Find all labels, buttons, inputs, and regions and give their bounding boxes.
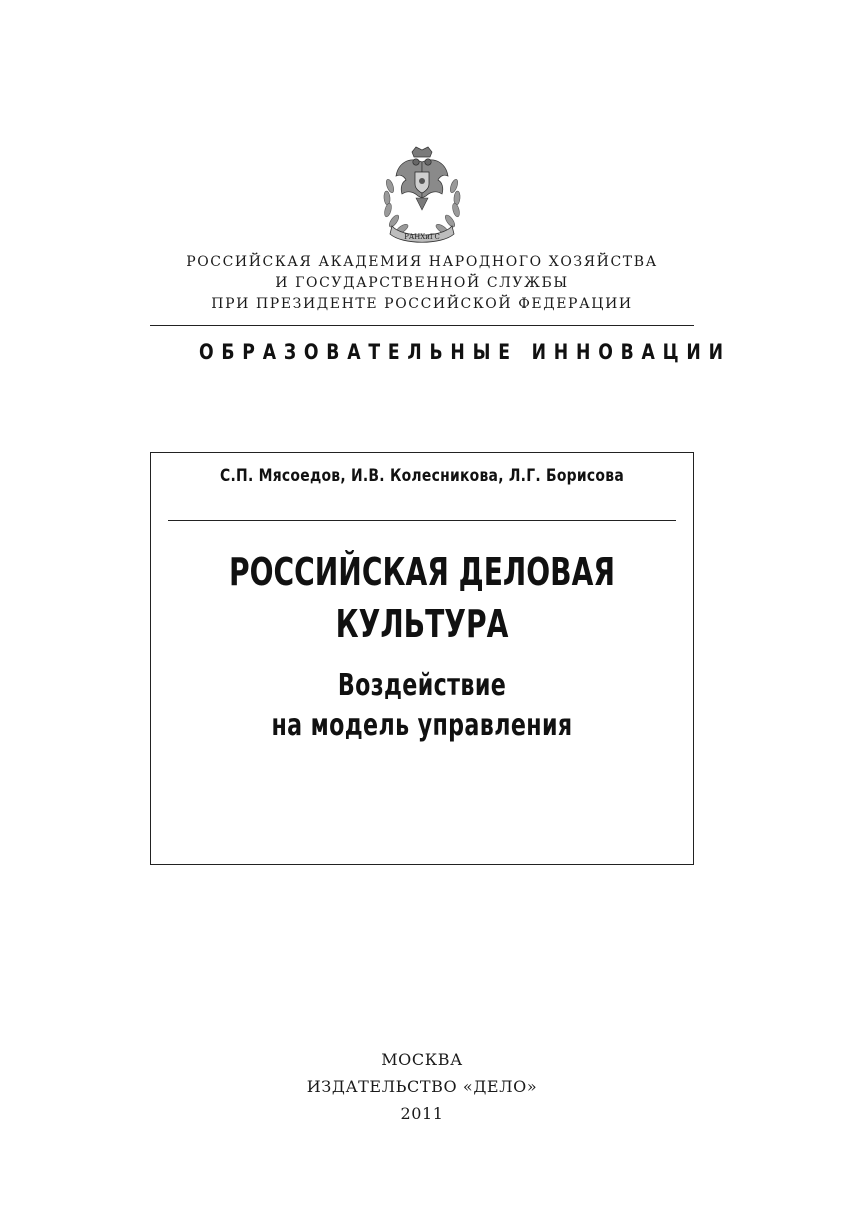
book-title-line-1: РОССИЙСКАЯ ДЕЛОВАЯ: [228, 550, 616, 594]
authors-divider: [168, 520, 676, 521]
academy-name: [150, 252, 694, 315]
academy-name-line-1: РОССИЙСКАЯ АКАДЕМИЯ НАРОДНОГО ХОЗЯЙСТВА: [186, 254, 658, 270]
title-frame: [150, 452, 694, 865]
imprint: [150, 1046, 694, 1127]
book-subtitle-line-2: на модель управления: [271, 708, 573, 743]
imprint-publisher: ИЗДАТЕЛЬСТВО «ДЕЛО»: [306, 1077, 538, 1096]
book-title-line-2: КУЛЬТУРА: [335, 602, 509, 646]
header-divider: [150, 325, 694, 326]
authors: С.П. Мясоедов, И.В. Колесникова, Л.Г. Борисова: [220, 466, 624, 486]
academy-name-line-2: И ГОСУДАРСТВЕННОЙ СЛУЖБЫ: [275, 275, 569, 291]
academy-emblem-icon: [378, 146, 466, 246]
imprint-city: МОСКВА: [381, 1050, 463, 1069]
emblem-ribbon-text: РАНХиГС: [404, 233, 440, 241]
imprint-year: 2011: [400, 1104, 444, 1123]
series-title: ОБРАЗОВАТЕЛЬНЫЕ ИННОВАЦИИ: [198, 340, 731, 364]
book-subtitle-line-1: Воздействие: [337, 668, 507, 703]
academy-name-line-3: ПРИ ПРЕЗИДЕНТЕ РОССИЙСКОЙ ФЕДЕРАЦИИ: [211, 296, 633, 312]
